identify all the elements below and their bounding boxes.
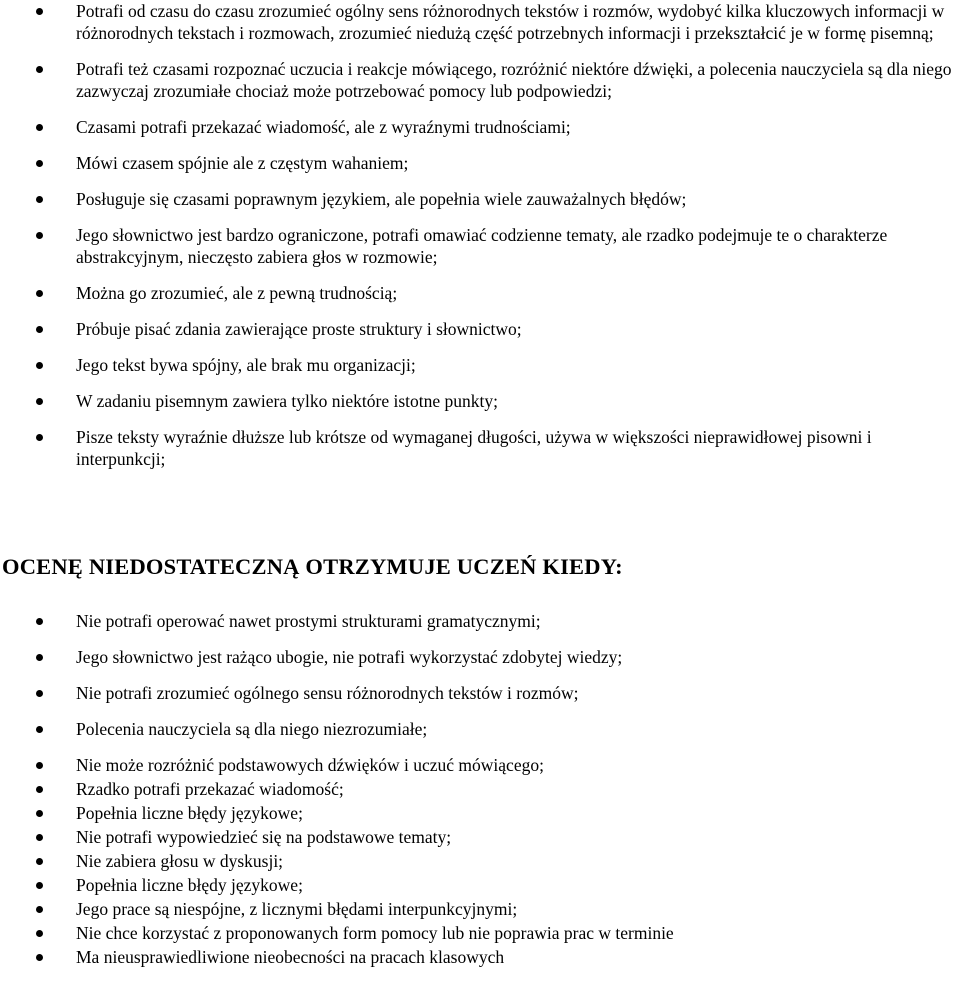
bullet-icon [36, 690, 43, 697]
list-item-text: Nie potrafi operować nawet prostymi strukturami gramatycznymi; [76, 611, 541, 631]
criteria-list-bottom [0, 610, 960, 970]
list-item [0, 116, 960, 138]
bullet-icon [36, 858, 43, 865]
list-item-text: Nie potrafi wypowiedzieć się na podstawowe tematy; [76, 827, 452, 847]
list-item-text: Nie chce korzystać z proponowanych form pomocy lub nie poprawia prac w terminie [76, 923, 674, 943]
list-item [0, 778, 960, 800]
bullet-icon [36, 786, 43, 793]
list-item-text: Jego prace są niespójne, z licznymi błędami interpunkcyjnymi; [76, 899, 518, 919]
bullet-icon [36, 954, 43, 961]
list-item [0, 282, 960, 304]
bullet-icon [36, 762, 43, 769]
list-item-text: Polecenia nauczyciela są dla niego niezrozumiałe; [76, 719, 428, 739]
bullet-icon [36, 124, 43, 131]
list-item [0, 850, 960, 872]
list-item [0, 718, 960, 740]
list-item [0, 610, 960, 632]
bullet-icon [36, 398, 43, 405]
list-item-text: Jego słownictwo jest rażąco ubogie, nie potrafi wykorzystać zdobytej wiedzy; [76, 647, 623, 667]
section-heading: OCENĘ NIEDOSTATECZNĄ OTRZYMUJE UCZEŃ KIEDY: [2, 554, 623, 579]
bullet-icon [36, 834, 43, 841]
bullet-icon [36, 906, 43, 913]
bullet-icon [36, 326, 43, 333]
bullet-icon [36, 362, 43, 369]
list-item-text: Potrafi też czasami rozpoznać uczucia i reakcje mówiącego, rozróżnić niektóre dźwięki, a polecenia nauczyciela są dla niego zazwyczaj zrozumiałe chociaż może potrzebować pomocy lub podpowiedzi; [76, 59, 952, 101]
list-item [0, 224, 960, 268]
list-item-text: Jego tekst bywa spójny, ale brak mu organizacji; [76, 355, 416, 375]
bullet-icon [36, 654, 43, 661]
list-item-text: Nie zabiera głosu w dyskusji; [76, 851, 284, 871]
list-item [0, 426, 960, 470]
list-item [0, 152, 960, 174]
bullet-icon [36, 434, 43, 441]
list-item [0, 390, 960, 412]
list-item-text: Próbuje pisać zdania zawierające proste struktury i słownictwo; [76, 319, 522, 339]
list-item-text: Czasami potrafi przekazać wiadomość, ale z wyraźnymi trudnościami; [76, 117, 571, 137]
list-item [0, 946, 960, 968]
bullet-icon [36, 930, 43, 937]
list-item [0, 646, 960, 668]
bullet-icon [36, 160, 43, 167]
list-item-text: Popełnia liczne błędy językowe; [76, 803, 303, 823]
list-item [0, 354, 960, 376]
bullet-icon [36, 8, 43, 15]
list-item [0, 318, 960, 340]
bullet-icon [36, 232, 43, 239]
bullet-icon [36, 618, 43, 625]
list-item [0, 922, 960, 944]
list-item [0, 188, 960, 210]
list-item [0, 826, 960, 848]
list-item-text: Posługuje się czasami poprawnym językiem, ale popełnia wiele zauważalnych błędów; [76, 189, 687, 209]
bullet-icon [36, 196, 43, 203]
list-item-text: W zadaniu pisemnym zawiera tylko niektóre istotne punkty; [76, 391, 498, 411]
list-item [0, 58, 960, 102]
criteria-list-top [0, 0, 960, 484]
list-item-text: Mówi czasem spójnie ale z częstym wahaniem; [76, 153, 409, 173]
list-item [0, 898, 960, 920]
list-item-text: Nie może rozróżnić podstawowych dźwięków i uczuć mówiącego; [76, 755, 544, 775]
bullet-icon [36, 66, 43, 73]
list-item [0, 754, 960, 776]
list-item-text: Pisze teksty wyraźnie dłuższe lub krótsze od wymaganej długości, używa w większości nieprawidłowej pisowni i interpunkcji; [76, 427, 872, 469]
list-item-text: Nie potrafi zrozumieć ogólnego sensu różnorodnych tekstów i rozmów; [76, 683, 579, 703]
bullet-icon [36, 882, 43, 889]
list-item-text: Jego słownictwo jest bardzo ograniczone, potrafi omawiać codzienne tematy, ale rzadko podejmuje te o charakterze abstrakcyjnym, nieczęsto zabiera głos w rozmowie; [76, 225, 888, 267]
list-item-text: Rzadko potrafi przekazać wiadomość; [76, 779, 344, 799]
bullet-icon [36, 290, 43, 297]
list-item-text: Potrafi od czasu do czasu zrozumieć ogólny sens różnorodnych tekstów i rozmów, wydobyć kilka kluczowych informacji w różnorodnych tekstach i rozmowach, zrozumieć niedużą część potrzebnych informacji i przekształcić je w formę pisemną; [76, 1, 945, 43]
bullet-icon [36, 726, 43, 733]
list-item [0, 874, 960, 896]
list-item [0, 0, 960, 44]
list-item-text: Popełnia liczne błędy językowe; [76, 875, 303, 895]
list-item-text: Można go zrozumieć, ale z pewną trudnością; [76, 283, 398, 303]
list-item [0, 802, 960, 824]
list-item [0, 682, 960, 704]
bullet-icon [36, 810, 43, 817]
list-item-text: Ma nieusprawiedliwione nieobecności na pracach klasowych [76, 947, 505, 967]
